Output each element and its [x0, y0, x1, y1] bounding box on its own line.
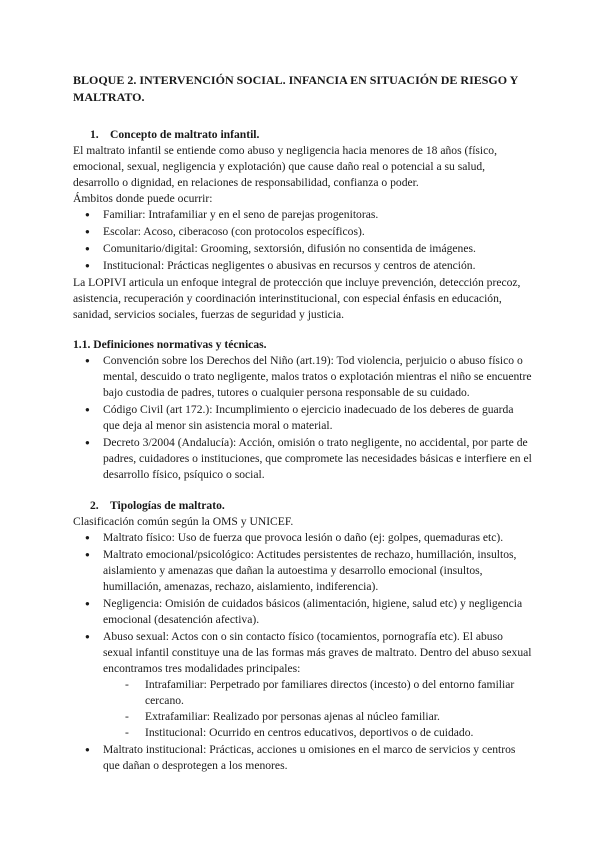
- document-title: BLOQUE 2. INTERVENCIÓN SOCIAL. INFANCIA EN SITUACIÓN DE RIESGO Y MALTRATO.: [73, 73, 518, 104]
- section-2-intro: Clasificación común según la OMS y UNICEF.: [73, 515, 294, 528]
- list-item: ● Decreto 3/2004 (Andalucía): Acción, omisión o trato negligente, no accidental, por parte de padres, cuidadores o instituciones, que compromete las necesidades básicas e interfiere en el desarrollo físico, psíquico o social.: [73, 435, 533, 483]
- ambitos-label: Ámbitos donde puede ocurrir:: [73, 192, 213, 205]
- abuso-sexual-text: Abuso sexual: Actos con o sin contacto físico (tocamientos, pornografía etc). El abuso sexual infantil constituye una de las formas más graves de maltrato. Dentro del abuso sexual encontramos tres modalidades principales:: [103, 630, 532, 675]
- ambitos-list: [73, 207, 533, 274]
- list-item: ● Escolar: Acoso, ciberacoso (con protocolos específicos).: [73, 224, 533, 240]
- abuso-modalities-list: [73, 677, 533, 741]
- list-item: ● Familiar: Intrafamiliar y en el seno de parejas progenitoras.: [73, 207, 533, 223]
- list-item: ● Comunitario/digital: Grooming, sextorsión, difusión no consentida de imágenes.: [73, 241, 533, 257]
- typology-list: [73, 530, 533, 774]
- list-item: ● Institucional: Prácticas negligentes o abusivas en recursos y centros de atención.: [73, 258, 533, 274]
- section-1-1-heading: 1.1. Definiciones normativas y técnicas.: [73, 338, 267, 351]
- document-page: [73, 72, 533, 775]
- section-2-heading: [73, 498, 533, 514]
- list-item: [73, 629, 533, 741]
- section-2-number: 2.: [90, 499, 99, 512]
- list-item: ● Maltrato emocional/psicológico: Actitudes persistentes de rechazo, humillación, insultos, aislamiento y amenazas que dañan la autoestima y desarrollo emocional (insultos, humillación, amenazas, rechazo, aislamiento, indiferencia).: [73, 547, 533, 595]
- section-2-title: Tipologías de maltrato.: [110, 499, 225, 512]
- list-item: ● Código Civil (art 172.): Incumplimiento o ejercicio inadecuado de los deberes de guarda que deja al menor sin asistencia moral o material.: [73, 402, 533, 434]
- list-item: ● Maltrato institucional: Prácticas, acciones u omisiones en el marco de servicios y centros que dañan o desprotegen a los menores.: [73, 742, 533, 774]
- section-1-number: 1.: [90, 128, 99, 141]
- sub-list-item: - Intrafamiliar: Perpetrado por familiares directos (incesto) o del entorno familiar cercano.: [73, 677, 533, 709]
- list-item: ● Convención sobre los Derechos del Niño (art.19): Tod violencia, perjuicio o abuso físico o mental, descuido o trato negligente, malos tratos o explotación mientras el niño se encuentre bajo custodia de padres, tutores o cualquier persona responsable de su cuidado.: [73, 353, 533, 401]
- section-1-title: Concepto de maltrato infantil.: [110, 128, 260, 141]
- sub-list-item: - Extrafamiliar: Realizado por personas ajenas al núcleo familiar.: [73, 709, 533, 725]
- section-1-intro: El maltrato infantil se entiende como abuso y negligencia hacia menores de 18 años (físico, emocional, sexual, negligencia y explotación) que cause daño real o potencial a su salud, desarrollo o dignidad, en relaciones de responsabilidad, confianza o poder.: [73, 144, 497, 189]
- list-item: ● Negligencia: Omisión de cuidados básicos (alimentación, higiene, salud etc) y negligencia emocional (desatención afectiva).: [73, 596, 533, 628]
- list-item: ● Maltrato físico: Uso de fuerza que provoca lesión o daño (ej: golpes, quemaduras etc).: [73, 530, 533, 546]
- section-1-heading: [73, 127, 533, 143]
- lopivi-paragraph: La LOPIVI articula un enfoque integral de protección que incluye prevención, detección precoz, asistencia, recuperación y coordinación interinstitucional, con especial énfasis en educación, sanidad, servicios sociales, fuerzas de seguridad y justicia.: [73, 276, 521, 321]
- sub-list-item: - Institucional: Ocurrido en centros educativos, deportivos o de cuidado.: [73, 725, 533, 741]
- definitions-list: [73, 353, 533, 483]
